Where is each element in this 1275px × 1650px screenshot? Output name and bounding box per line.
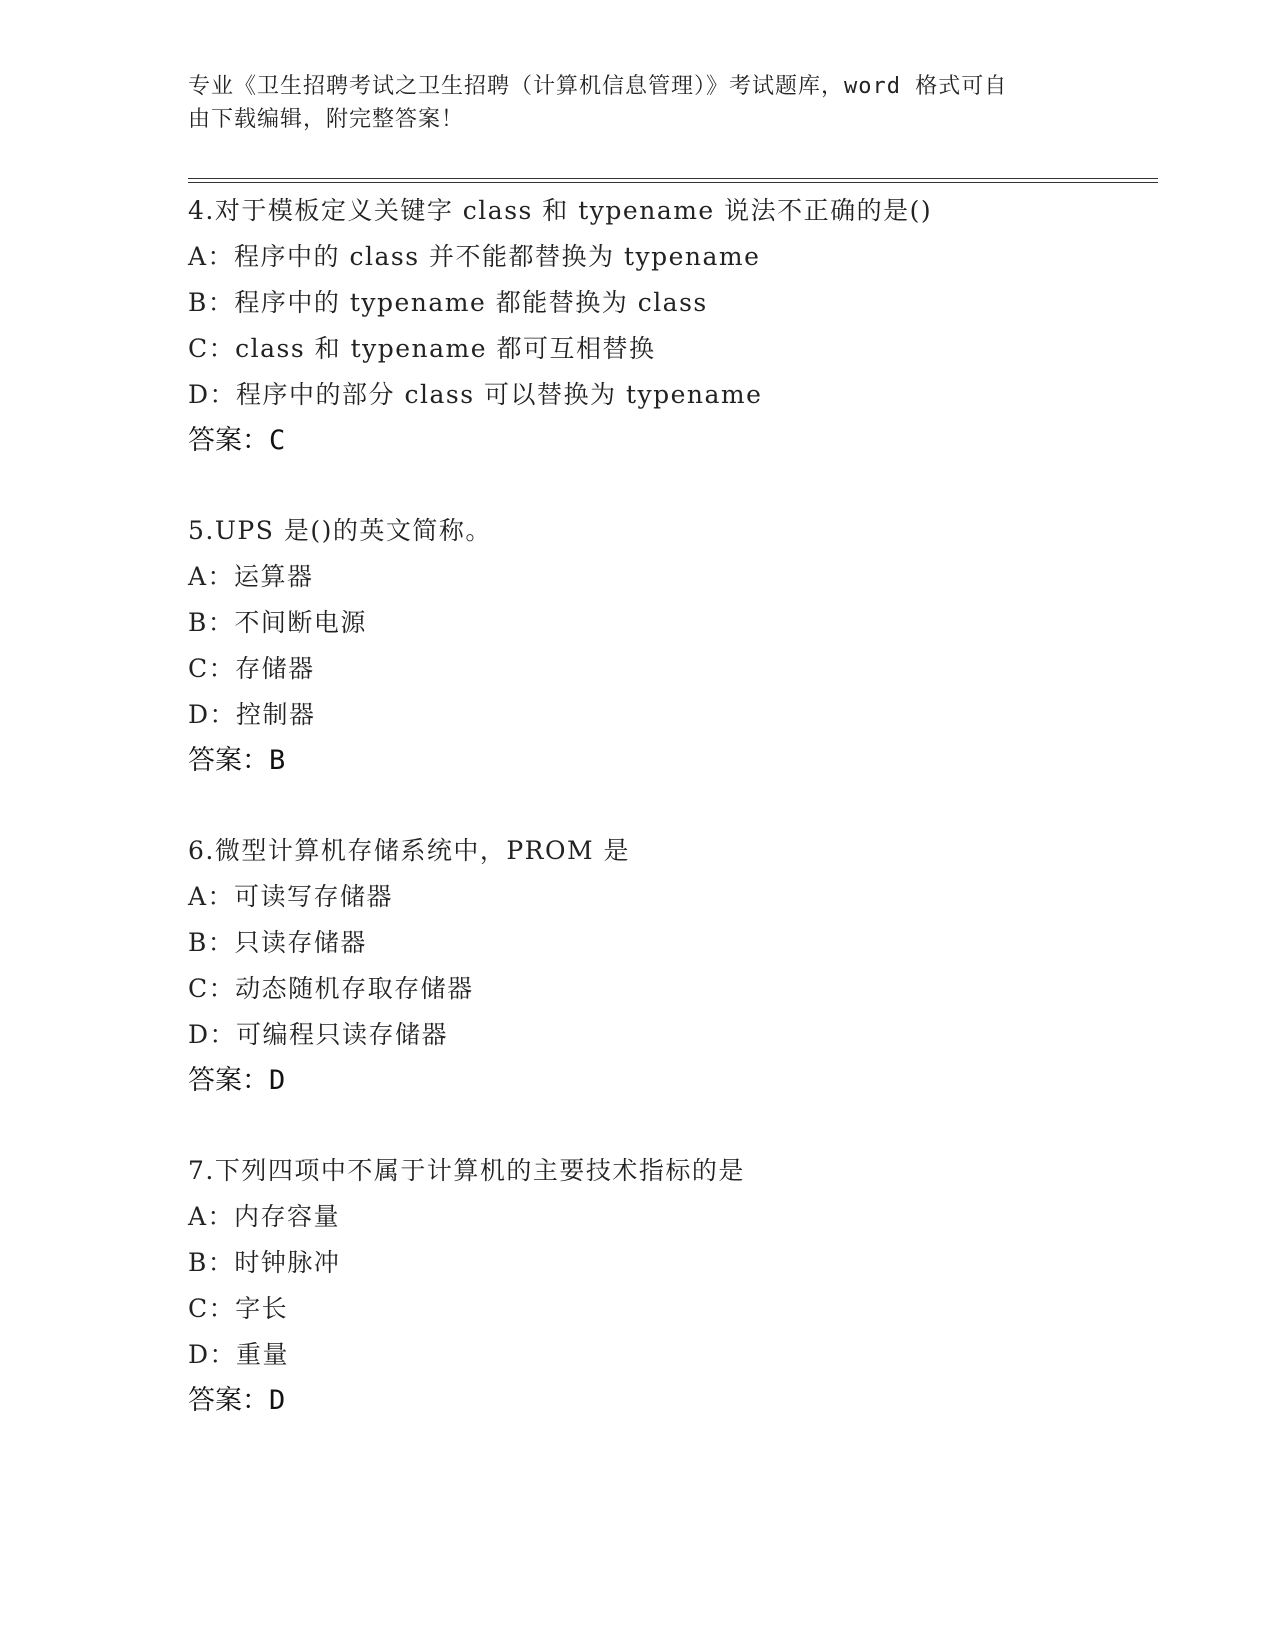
option-a: A：内存容量 [188,1202,341,1231]
option-d: D：控制器 [188,700,316,729]
header-line-1: 专业《卫生招聘考试之卫生招聘（计算机信息管理）》考试题库，word 格式可自 [188,74,1008,99]
answer-line: 答案：C [188,425,286,456]
question-7 [188,1148,1188,1424]
option-c: C：存储器 [188,654,315,683]
answer-line: 答案：D [188,1065,286,1096]
option-b: B：不间断电源 [188,608,367,637]
question-stem: 5.UPS 是()的英文简称。 [188,516,492,545]
answer-line: 答案：B [188,745,286,776]
option-b: B：时钟脉冲 [188,1248,341,1277]
option-c: C：class 和 typename 都可互相替换 [188,334,656,363]
question-stem: 7.下列四项中不属于计算机的主要技术指标的是 [188,1156,745,1185]
option-b: B：程序中的 typename 都能替换为 class [188,288,708,317]
question-stem: 4.对于模板定义关键字 class 和 typename 说法不正确的是() [188,196,933,225]
option-d: D：重量 [188,1340,290,1369]
question-4 [188,188,1188,464]
document-header-note [188,70,1068,136]
question-5 [188,508,1188,784]
option-a: A：运算器 [188,562,314,591]
option-d: D：可编程只读存储器 [188,1020,449,1049]
option-c: C：字长 [188,1294,289,1323]
question-stem: 6.微型计算机存储系统中，PROM 是 [188,836,631,865]
option-c: C：动态随机存取存储器 [188,974,474,1003]
header-divider [188,178,1158,183]
answer-line: 答案：D [188,1385,286,1416]
option-a: A：可读写存储器 [188,882,394,911]
option-d: D：程序中的部分 class 可以替换为 typename [188,380,763,409]
option-b: B：只读存储器 [188,928,367,957]
header-line-2: 由下载编辑，附完整答案！ [188,107,465,132]
question-list [188,188,1188,1468]
question-6 [188,828,1188,1104]
option-a: A：程序中的 class 并不能都替换为 typename [188,242,761,271]
